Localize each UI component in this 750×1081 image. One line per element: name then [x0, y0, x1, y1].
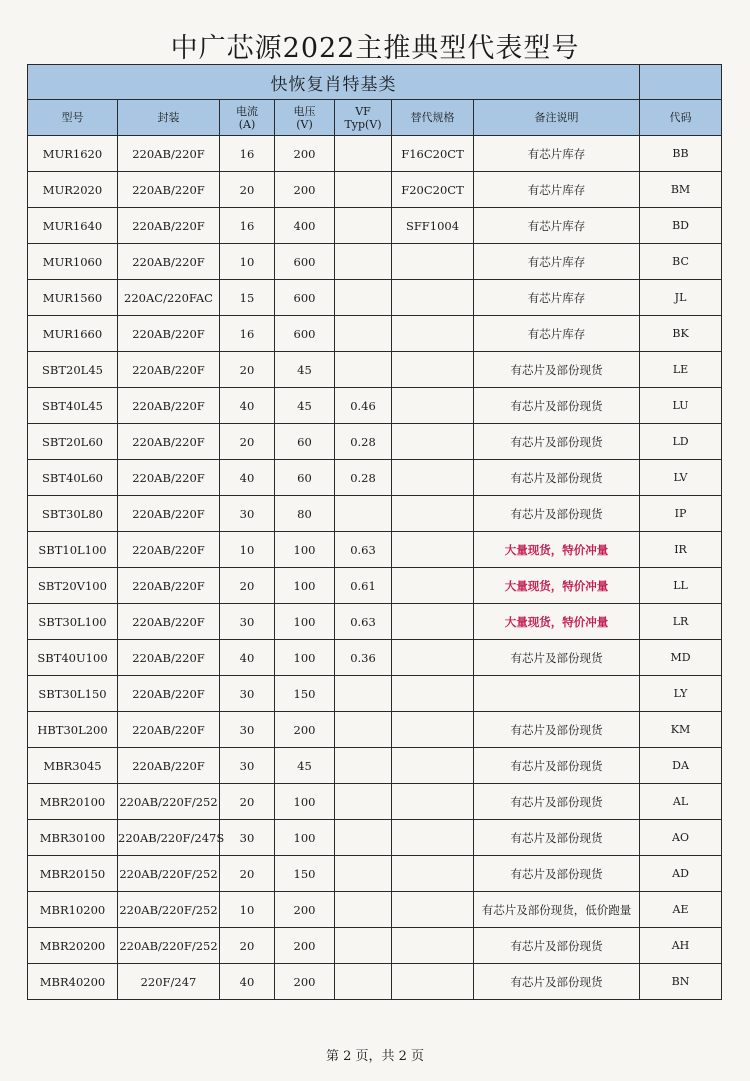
column-header-label: 型号	[61, 111, 84, 124]
cell-vf	[335, 496, 392, 532]
cell-note: 有芯片及部份现货	[474, 784, 640, 820]
cell-current: 40	[220, 640, 275, 676]
cell-package: 220AB/220F	[118, 460, 220, 496]
cell-package: 220AB/220F	[118, 352, 220, 388]
cell-voltage: 45	[275, 748, 335, 784]
cell-voltage: 200	[275, 172, 335, 208]
cell-current: 30	[220, 496, 275, 532]
cell-replacement	[392, 964, 474, 1000]
table-row	[28, 676, 722, 712]
cell-voltage: 600	[275, 244, 335, 280]
cell-vf	[335, 316, 392, 352]
cell-current: 20	[220, 856, 275, 892]
cell-voltage: 100	[275, 604, 335, 640]
cell-note: 有芯片库存	[474, 136, 640, 172]
table-row	[28, 532, 722, 568]
cell-voltage: 100	[275, 640, 335, 676]
cell-vf	[335, 280, 392, 316]
column-header-code	[640, 100, 722, 136]
cell-voltage: 100	[275, 532, 335, 568]
cell-note: 有芯片库存	[474, 244, 640, 280]
cell-model: MUR1560	[28, 280, 118, 316]
cell-current: 20	[220, 928, 275, 964]
cell-model: MUR2020	[28, 172, 118, 208]
cell-current: 16	[220, 208, 275, 244]
category-row	[28, 65, 722, 100]
cell-voltage: 150	[275, 676, 335, 712]
cell-model: SBT30L150	[28, 676, 118, 712]
cell-current: 30	[220, 748, 275, 784]
column-header-voltage	[275, 100, 335, 136]
cell-vf: 0.46	[335, 388, 392, 424]
cell-vf	[335, 244, 392, 280]
cell-current: 10	[220, 892, 275, 928]
cell-vf: 0.63	[335, 532, 392, 568]
table-row	[28, 604, 722, 640]
cell-voltage: 60	[275, 460, 335, 496]
column-header-note	[474, 100, 640, 136]
cell-voltage: 100	[275, 820, 335, 856]
table-row	[28, 244, 722, 280]
cell-replacement	[392, 496, 474, 532]
cell-code: MD	[640, 640, 722, 676]
table-row	[28, 424, 722, 460]
table-row	[28, 712, 722, 748]
cell-package: 220AB/220F/252	[118, 928, 220, 964]
column-header-label: 电压	[293, 104, 316, 118]
cell-code: AO	[640, 820, 722, 856]
cell-vf	[335, 784, 392, 820]
cell-voltage: 200	[275, 928, 335, 964]
cell-vf	[335, 352, 392, 388]
cell-replacement	[392, 784, 474, 820]
cell-replacement	[392, 820, 474, 856]
cell-vf	[335, 208, 392, 244]
cell-package: 220AB/220F	[118, 316, 220, 352]
cell-vf	[335, 712, 392, 748]
cell-code: BC	[640, 244, 722, 280]
cell-current: 20	[220, 172, 275, 208]
cell-voltage: 200	[275, 136, 335, 172]
cell-replacement	[392, 352, 474, 388]
column-header-label: 备注说明	[534, 111, 579, 124]
column-header-unit: (V)	[296, 117, 313, 131]
cell-note: 有芯片库存	[474, 316, 640, 352]
table-row	[28, 964, 722, 1000]
cell-code: LR	[640, 604, 722, 640]
cell-voltage: 600	[275, 316, 335, 352]
table-row	[28, 316, 722, 352]
column-header-unit: (A)	[238, 117, 256, 131]
cell-model: SBT40U100	[28, 640, 118, 676]
cell-note: 有芯片库存	[474, 172, 640, 208]
table-body	[28, 136, 722, 1000]
cell-code: IP	[640, 496, 722, 532]
cell-current: 30	[220, 712, 275, 748]
column-header-label: 电流	[236, 104, 258, 118]
cell-package: 220AB/220F	[118, 532, 220, 568]
column-header-model	[28, 100, 118, 136]
table-row	[28, 856, 722, 892]
cell-note: 大量现货，特价冲量	[474, 604, 640, 640]
cell-code: BN	[640, 964, 722, 1000]
cell-model: MBR20100	[28, 784, 118, 820]
document-title: 中广芯源2022主推典型代表型号	[170, 33, 580, 64]
cell-note: 有芯片及部份现货	[474, 856, 640, 892]
cell-model: MBR3045	[28, 748, 118, 784]
cell-code: LY	[640, 676, 722, 712]
column-header-package	[118, 100, 220, 136]
table-row	[28, 496, 722, 532]
column-header-vf	[335, 100, 392, 136]
cell-current: 30	[220, 604, 275, 640]
cell-note: 大量现货，特价冲量	[474, 568, 640, 604]
cell-code: AH	[640, 928, 722, 964]
table-row	[28, 388, 722, 424]
cell-replacement	[392, 604, 474, 640]
cell-model: MUR1660	[28, 316, 118, 352]
cell-package: 220AB/220F/252	[118, 856, 220, 892]
table-row	[28, 820, 722, 856]
cell-model: SBT20L60	[28, 424, 118, 460]
category-title: 快恢复肖特基类	[28, 65, 640, 100]
cell-current: 10	[220, 532, 275, 568]
cell-package: 220AB/220F	[118, 424, 220, 460]
cell-voltage: 100	[275, 784, 335, 820]
product-table-wrapper	[27, 64, 721, 1000]
cell-code: BK	[640, 316, 722, 352]
cell-code: BD	[640, 208, 722, 244]
cell-note: 有芯片及部份现货	[474, 496, 640, 532]
cell-code: AL	[640, 784, 722, 820]
cell-note: 有芯片及部份现货	[474, 460, 640, 496]
cell-note: 大量现货，特价冲量	[474, 532, 640, 568]
cell-model: SBT10L100	[28, 532, 118, 568]
cell-note	[474, 676, 640, 712]
cell-note: 有芯片及部份现货	[474, 712, 640, 748]
cell-vf	[335, 856, 392, 892]
cell-replacement	[392, 424, 474, 460]
cell-voltage: 200	[275, 964, 335, 1000]
cell-current: 40	[220, 388, 275, 424]
cell-model: SBT20L45	[28, 352, 118, 388]
table-row	[28, 892, 722, 928]
cell-package: 220AB/220F	[118, 676, 220, 712]
cell-package: 220AB/220F	[118, 136, 220, 172]
cell-model: MBR20200	[28, 928, 118, 964]
cell-voltage: 200	[275, 712, 335, 748]
cell-replacement	[392, 928, 474, 964]
table-row	[28, 784, 722, 820]
column-header-label: 代码	[669, 111, 692, 124]
cell-vf: 0.61	[335, 568, 392, 604]
table-row	[28, 136, 722, 172]
cell-code: AD	[640, 856, 722, 892]
cell-voltage: 600	[275, 280, 335, 316]
cell-replacement	[392, 460, 474, 496]
cell-code: DA	[640, 748, 722, 784]
cell-package: 220AB/220F	[118, 568, 220, 604]
cell-replacement	[392, 748, 474, 784]
cell-model: MBR10200	[28, 892, 118, 928]
cell-model: SBT30L80	[28, 496, 118, 532]
cell-current: 16	[220, 136, 275, 172]
cell-current: 20	[220, 424, 275, 460]
cell-code: LD	[640, 424, 722, 460]
cell-package: 220AB/220F	[118, 748, 220, 784]
cell-package: 220AB/220F/247S	[118, 820, 220, 856]
table-row	[28, 352, 722, 388]
cell-current: 30	[220, 676, 275, 712]
cell-current: 40	[220, 460, 275, 496]
cell-vf	[335, 172, 392, 208]
cell-package: 220AC/220FAC	[118, 280, 220, 316]
cell-model: MBR30100	[28, 820, 118, 856]
cell-package: 220AB/220F/252	[118, 892, 220, 928]
table-row	[28, 640, 722, 676]
cell-model: MUR1620	[28, 136, 118, 172]
column-header-label: VF	[355, 104, 371, 118]
table-row	[28, 208, 722, 244]
cell-current: 20	[220, 568, 275, 604]
cell-note: 有芯片及部份现货	[474, 748, 640, 784]
cell-package: 220AB/220F	[118, 712, 220, 748]
cell-vf: 0.63	[335, 604, 392, 640]
cell-code: JL	[640, 280, 722, 316]
cell-package: 220AB/220F	[118, 388, 220, 424]
table-row	[28, 172, 722, 208]
cell-code: IR	[640, 532, 722, 568]
cell-package: 220AB/220F	[118, 640, 220, 676]
cell-replacement	[392, 532, 474, 568]
cell-note: 有芯片及部份现货	[474, 352, 640, 388]
cell-note: 有芯片及部份现货	[474, 640, 640, 676]
cell-model: SBT20V100	[28, 568, 118, 604]
cell-code: KM	[640, 712, 722, 748]
cell-voltage: 80	[275, 496, 335, 532]
cell-replacement	[392, 676, 474, 712]
cell-code: LL	[640, 568, 722, 604]
table-row	[28, 460, 722, 496]
cell-replacement	[392, 244, 474, 280]
cell-note: 有芯片及部份现货	[474, 964, 640, 1000]
cell-voltage: 45	[275, 352, 335, 388]
cell-model: HBT30L200	[28, 712, 118, 748]
cell-vf	[335, 892, 392, 928]
table-row	[28, 280, 722, 316]
cell-current: 30	[220, 820, 275, 856]
cell-package: 220AB/220F	[118, 496, 220, 532]
page-footer: 第 2 页，共 2 页	[325, 1049, 425, 1064]
cell-replacement	[392, 892, 474, 928]
product-table	[27, 64, 722, 1000]
cell-current: 20	[220, 352, 275, 388]
cell-vf	[335, 928, 392, 964]
cell-package: 220AB/220F/252	[118, 784, 220, 820]
cell-code: AE	[640, 892, 722, 928]
cell-note: 有芯片及部份现货	[474, 820, 640, 856]
cell-model: MBR20150	[28, 856, 118, 892]
cell-package: 220F/247	[118, 964, 220, 1000]
cell-note: 有芯片及部份现货	[474, 388, 640, 424]
cell-model: MUR1060	[28, 244, 118, 280]
cell-voltage: 200	[275, 892, 335, 928]
cell-vf	[335, 676, 392, 712]
cell-model: SBT30L100	[28, 604, 118, 640]
cell-note: 有芯片及部份现货	[474, 928, 640, 964]
cell-package: 220AB/220F	[118, 244, 220, 280]
column-header-label: 替代规格	[410, 111, 455, 124]
category-blank-cell	[640, 65, 722, 100]
cell-replacement: F16C20CT	[392, 136, 474, 172]
column-header-current	[220, 100, 275, 136]
cell-note: 有芯片及部份现货	[474, 424, 640, 460]
cell-vf	[335, 748, 392, 784]
cell-replacement	[392, 316, 474, 352]
cell-code: BB	[640, 136, 722, 172]
cell-note: 有芯片库存	[474, 208, 640, 244]
cell-replacement	[392, 280, 474, 316]
cell-vf: 0.28	[335, 460, 392, 496]
cell-code: BM	[640, 172, 722, 208]
cell-replacement	[392, 388, 474, 424]
cell-package: 220AB/220F	[118, 208, 220, 244]
cell-current: 40	[220, 964, 275, 1000]
cell-code: LV	[640, 460, 722, 496]
cell-voltage: 400	[275, 208, 335, 244]
cell-voltage: 100	[275, 568, 335, 604]
column-header-label: 封装	[157, 111, 180, 124]
table-row	[28, 928, 722, 964]
column-header-unit: Typ(V)	[344, 117, 382, 131]
column-header-replacement	[392, 100, 474, 136]
cell-vf	[335, 136, 392, 172]
cell-current: 15	[220, 280, 275, 316]
cell-voltage: 45	[275, 388, 335, 424]
cell-package: 220AB/220F	[118, 172, 220, 208]
table-row	[28, 568, 722, 604]
cell-replacement	[392, 712, 474, 748]
cell-replacement	[392, 856, 474, 892]
cell-model: SBT40L45	[28, 388, 118, 424]
cell-code: LE	[640, 352, 722, 388]
cell-current: 16	[220, 316, 275, 352]
cell-code: LU	[640, 388, 722, 424]
cell-vf	[335, 964, 392, 1000]
cell-model: MUR1640	[28, 208, 118, 244]
cell-vf	[335, 820, 392, 856]
cell-replacement	[392, 568, 474, 604]
cell-current: 20	[220, 784, 275, 820]
cell-package: 220AB/220F	[118, 604, 220, 640]
cell-replacement: SFF1004	[392, 208, 474, 244]
column-header-row	[28, 100, 722, 136]
cell-vf: 0.28	[335, 424, 392, 460]
cell-replacement	[392, 640, 474, 676]
cell-current: 10	[220, 244, 275, 280]
table-row	[28, 748, 722, 784]
cell-model: SBT40L60	[28, 460, 118, 496]
cell-vf: 0.36	[335, 640, 392, 676]
cell-voltage: 60	[275, 424, 335, 460]
cell-note: 有芯片库存	[474, 280, 640, 316]
cell-voltage: 150	[275, 856, 335, 892]
cell-model: MBR40200	[28, 964, 118, 1000]
cell-note: 有芯片及部份现货，低价跑量	[474, 892, 640, 928]
cell-replacement: F20C20CT	[392, 172, 474, 208]
